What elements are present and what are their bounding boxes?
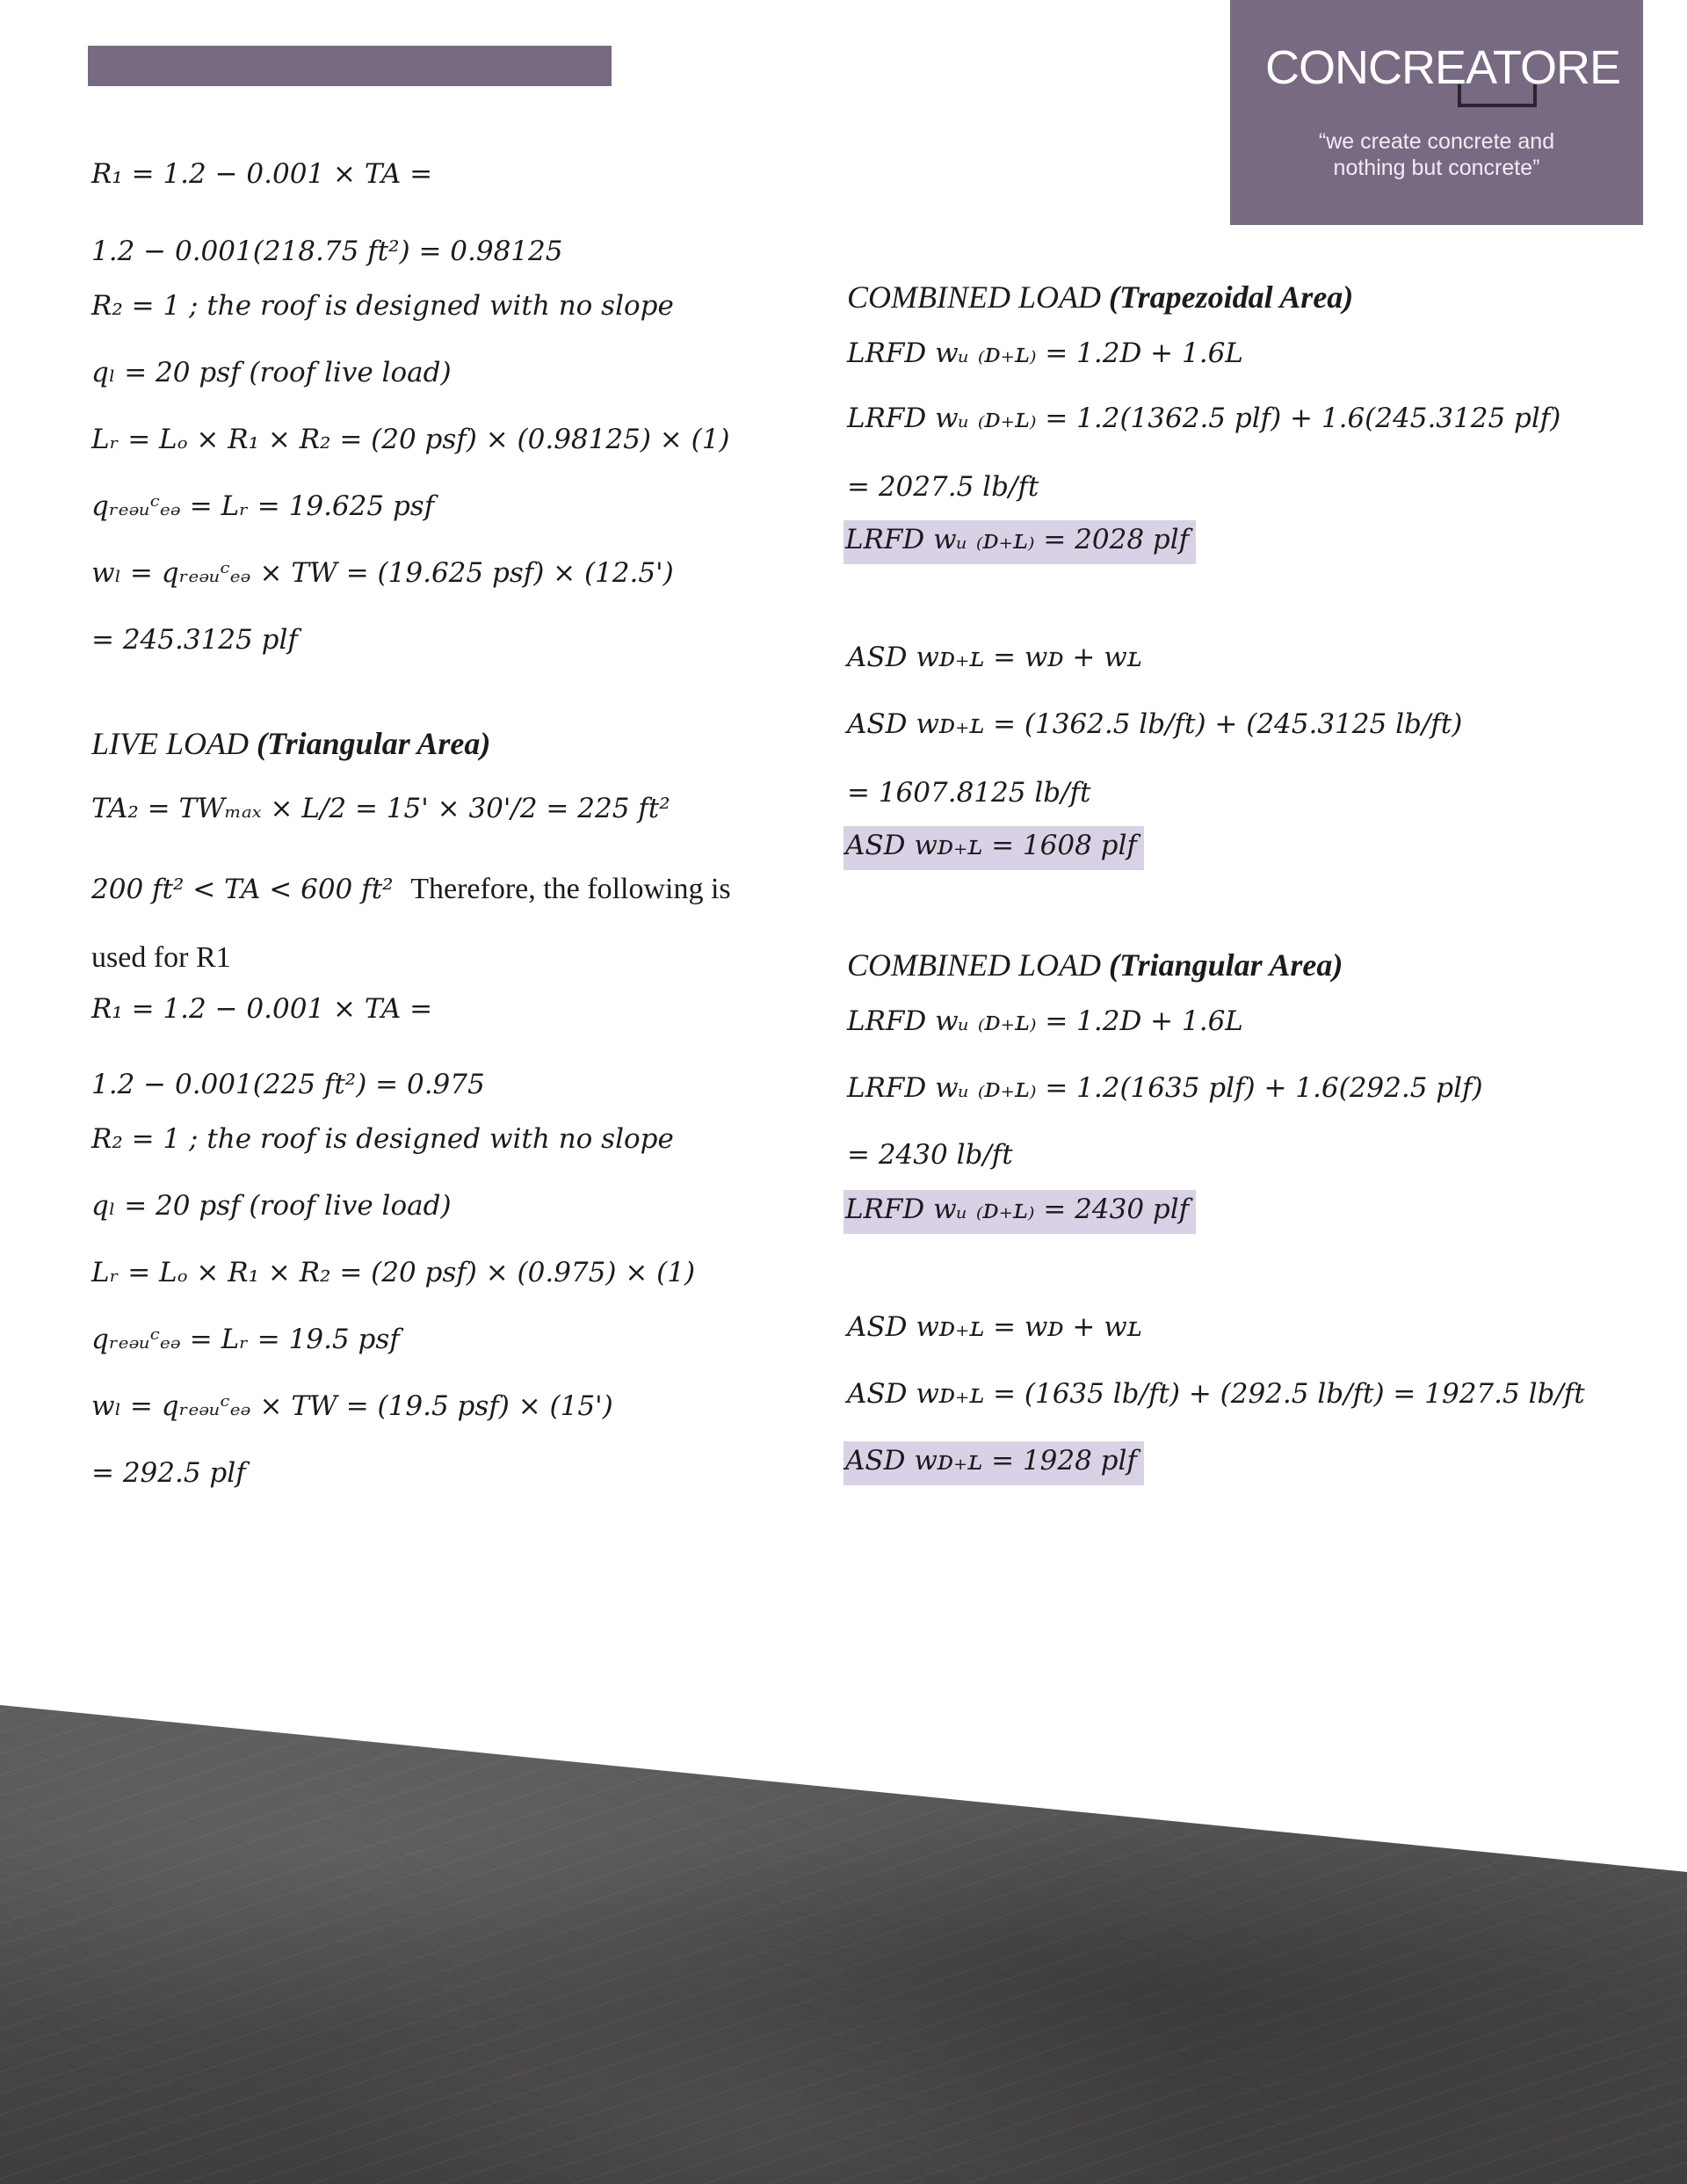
equation-line: wₗ = qᵣₑₔᵤᶜₑₔ × TW = (19.625 psf) × (12.5') bbox=[91, 557, 674, 589]
note-text: Therefore, the following is bbox=[410, 873, 731, 905]
tagline-line-1: “we create concrete and bbox=[1318, 129, 1555, 154]
equation-line: Lᵣ = Lₒ × R₁ × R₂ = (20 psf) × (0.98125) × (1) bbox=[91, 424, 730, 455]
equation-line: LRFD wᵤ ₍ᴅ₊ʟ₎ = 1.2(1362.5 plf) + 1.6(245.3125 plf) bbox=[847, 403, 1561, 434]
equation-line: qᵣₑₔᵤᶜₑₔ = Lᵣ = 19.625 psf bbox=[91, 490, 435, 522]
result-highlight: LRFD wᵤ ₍ᴅ₊ʟ₎ = 2028 plf bbox=[844, 520, 1196, 564]
equation-line: ASD wᴅ₊ʟ = wᴅ + wʟ bbox=[847, 642, 1142, 673]
result-highlight: LRFD wᵤ ₍ᴅ₊ʟ₎ = 2430 plf bbox=[844, 1190, 1196, 1234]
equation-line: wₗ = qᵣₑₔᵤᶜₑₔ × TW = (19.5 psf) × (15') bbox=[91, 1390, 613, 1422]
brand-logo-box bbox=[1230, 0, 1643, 225]
section-heading-combined-trapezoidal: COMBINED LOAD (Trapezoidal Area) bbox=[847, 279, 1354, 315]
equation-line: LRFD wᵤ ₍ᴅ₊ʟ₎ = 1.2D + 1.6L bbox=[847, 337, 1243, 369]
equation-line: qₗ = 20 psf (roof live load) bbox=[91, 1190, 452, 1222]
result-highlight: ASD wᴅ₊ʟ = 1928 plf bbox=[844, 1441, 1144, 1485]
equation-line: = 245.3125 plf bbox=[91, 624, 298, 656]
equation-line: 1.2 − 0.001(225 ft²) = 0.975 bbox=[91, 1069, 485, 1100]
note-text: used for R1 bbox=[91, 941, 231, 974]
result-highlight: ASD wᴅ₊ʟ = 1608 plf bbox=[844, 826, 1144, 870]
equation-line: 1.2 − 0.001(218.75 ft²) = 0.98125 bbox=[91, 236, 563, 267]
section-heading-combined-triangular: COMBINED LOAD (Triangular Area) bbox=[847, 947, 1343, 983]
equation-line: qₗ = 20 psf (roof live load) bbox=[91, 357, 452, 388]
brand-logo: CONCREATORE bbox=[1265, 41, 1621, 94]
equation-line: 200 ft² < TA < 600 ft² Therefore, the following is bbox=[91, 873, 731, 905]
section-heading-live-triangular: LIVE LOAD (Triangular Area) bbox=[91, 726, 491, 761]
equation-line: ASD wᴅ₊ʟ = wᴅ + wʟ bbox=[847, 1311, 1142, 1343]
equation-line: = 1607.8125 lb/ft bbox=[847, 777, 1091, 809]
equation-line: qᵣₑₔᵤᶜₑₔ = Lᵣ = 19.5 psf bbox=[91, 1324, 400, 1355]
brand-tagline bbox=[1230, 128, 1643, 181]
tagline-line-2: nothing but concrete” bbox=[1333, 156, 1540, 180]
equation-line: Lᵣ = Lₒ × R₁ × R₂ = (20 psf) × (0.975) × (1) bbox=[91, 1257, 696, 1288]
equation-line: TA₂ = TWₘₐₓ × L/2 = 15' × 30'/2 = 225 ft² bbox=[91, 793, 670, 824]
equation-line: R₁ = 1.2 − 0.001 × TA = bbox=[91, 158, 433, 190]
equation-line: = 292.5 plf bbox=[91, 1457, 246, 1489]
equation-line: LRFD wᵤ ₍ᴅ₊ʟ₎ = 1.2(1635 plf) + 1.6(292.5 plf) bbox=[847, 1072, 1483, 1104]
equation-line: ASD wᴅ₊ʟ = (1362.5 lb/ft) + (245.3125 lb/ft) bbox=[847, 708, 1463, 740]
equation-line: = 2027.5 lb/ft bbox=[847, 471, 1039, 503]
header-bar bbox=[88, 46, 612, 86]
logo-bracket-mark bbox=[1458, 84, 1537, 107]
equation-line: LRFD wᵤ ₍ᴅ₊ʟ₎ = 1.2D + 1.6L bbox=[847, 1005, 1243, 1037]
concrete-texture-footer bbox=[0, 1705, 1687, 2184]
equation-line: R₂ = 1 ; the roof is designed with no slope bbox=[91, 1123, 674, 1155]
equation-line: R₁ = 1.2 − 0.001 × TA = bbox=[91, 993, 433, 1025]
equation-line: ASD wᴅ₊ʟ = (1635 lb/ft) + (292.5 lb/ft) = 1927.5 lb/ft bbox=[847, 1378, 1585, 1410]
equation-line: R₂ = 1 ; the roof is designed with no slope bbox=[91, 290, 674, 322]
equation-line: = 2430 lb/ft bbox=[847, 1139, 1013, 1171]
